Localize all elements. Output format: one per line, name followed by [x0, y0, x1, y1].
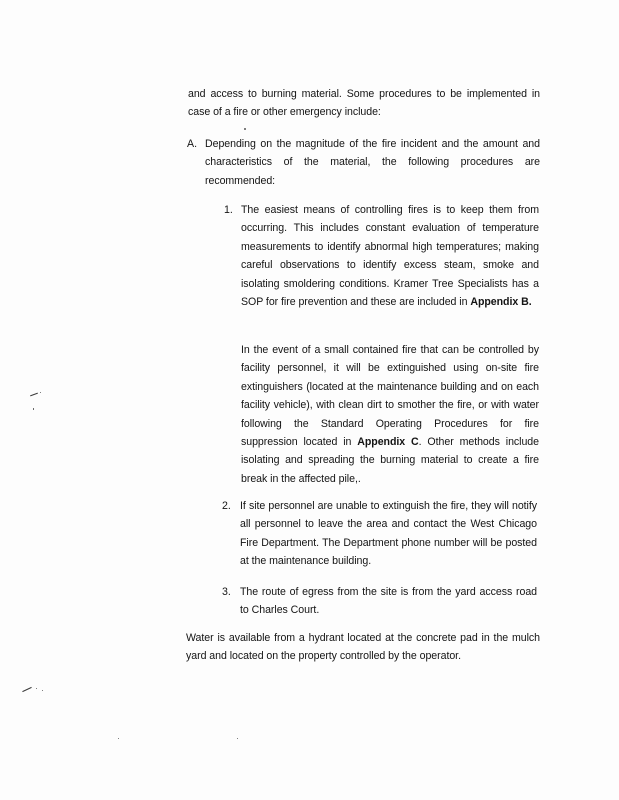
scan-speck — [42, 690, 43, 691]
item-a-paragraph: Depending on the magnitude of the fire incident and the amount and characteristics of the material, the following procedures are recommended: — [205, 138, 540, 187]
scan-speck — [244, 128, 246, 130]
scan-mark — [30, 393, 38, 397]
item-2-paragraph: If site personnel are unable to extinguish the fire, they will notify all personnel to leave the area and contact the West Chicago Fire Department. The Department phone number will be posted at the maintenance building. — [240, 500, 537, 568]
item-1-second-paragraph — [241, 341, 539, 488]
item-1-number: 1. — [224, 204, 233, 216]
scan-speck — [118, 738, 119, 739]
scan-speck — [36, 688, 37, 689]
scan-speck — [237, 738, 238, 739]
appendix-b-reference: Appendix B. — [470, 296, 532, 309]
item-2-number: 2. — [222, 500, 231, 512]
item-a-label: A. — [187, 138, 198, 150]
scan-speck — [33, 408, 34, 410]
item-3-paragraph: The route of egress from the site is from the yard access road to Charles Court. — [240, 586, 537, 617]
item-1-second-text-after: . Other methods include isolating and spreading the burning material to create a fire break in the affected pile,. — [241, 436, 539, 485]
item-3-number: 3. — [222, 586, 231, 598]
appendix-c-reference: Appendix C — [357, 436, 419, 449]
item-1-second-text-before: In the event of a small contained fire that can be controlled by facility personnel, it will be extinguished using on-site fire extinguishers (located at the maintenance building and on each facility vehicle), with clean dirt to smother the fire, or with water following the Standard Operating Procedures for fire suppression located in — [241, 344, 539, 449]
intro-paragraph: and access to burning material. Some procedures to be implemented in case of a fire or other emergency include: — [188, 88, 540, 119]
item-1-text: The easiest means of controlling fires is to keep them from occurring. This includes constant evaluation of temperature measurements to identify abnormal high temperatures; making careful observations to identify excess steam, smoke and isolating smoldering conditions. Kramer Tree Specialists has a SOP for fire prevention and these are included in — [241, 204, 539, 309]
water-paragraph: Water is available from a hydrant located at the concrete pad in the mulch yard and located on the property controlled by the operator. — [186, 632, 540, 663]
item-1-paragraph — [241, 201, 539, 311]
scan-speck — [40, 392, 41, 393]
scan-mark — [22, 687, 31, 692]
